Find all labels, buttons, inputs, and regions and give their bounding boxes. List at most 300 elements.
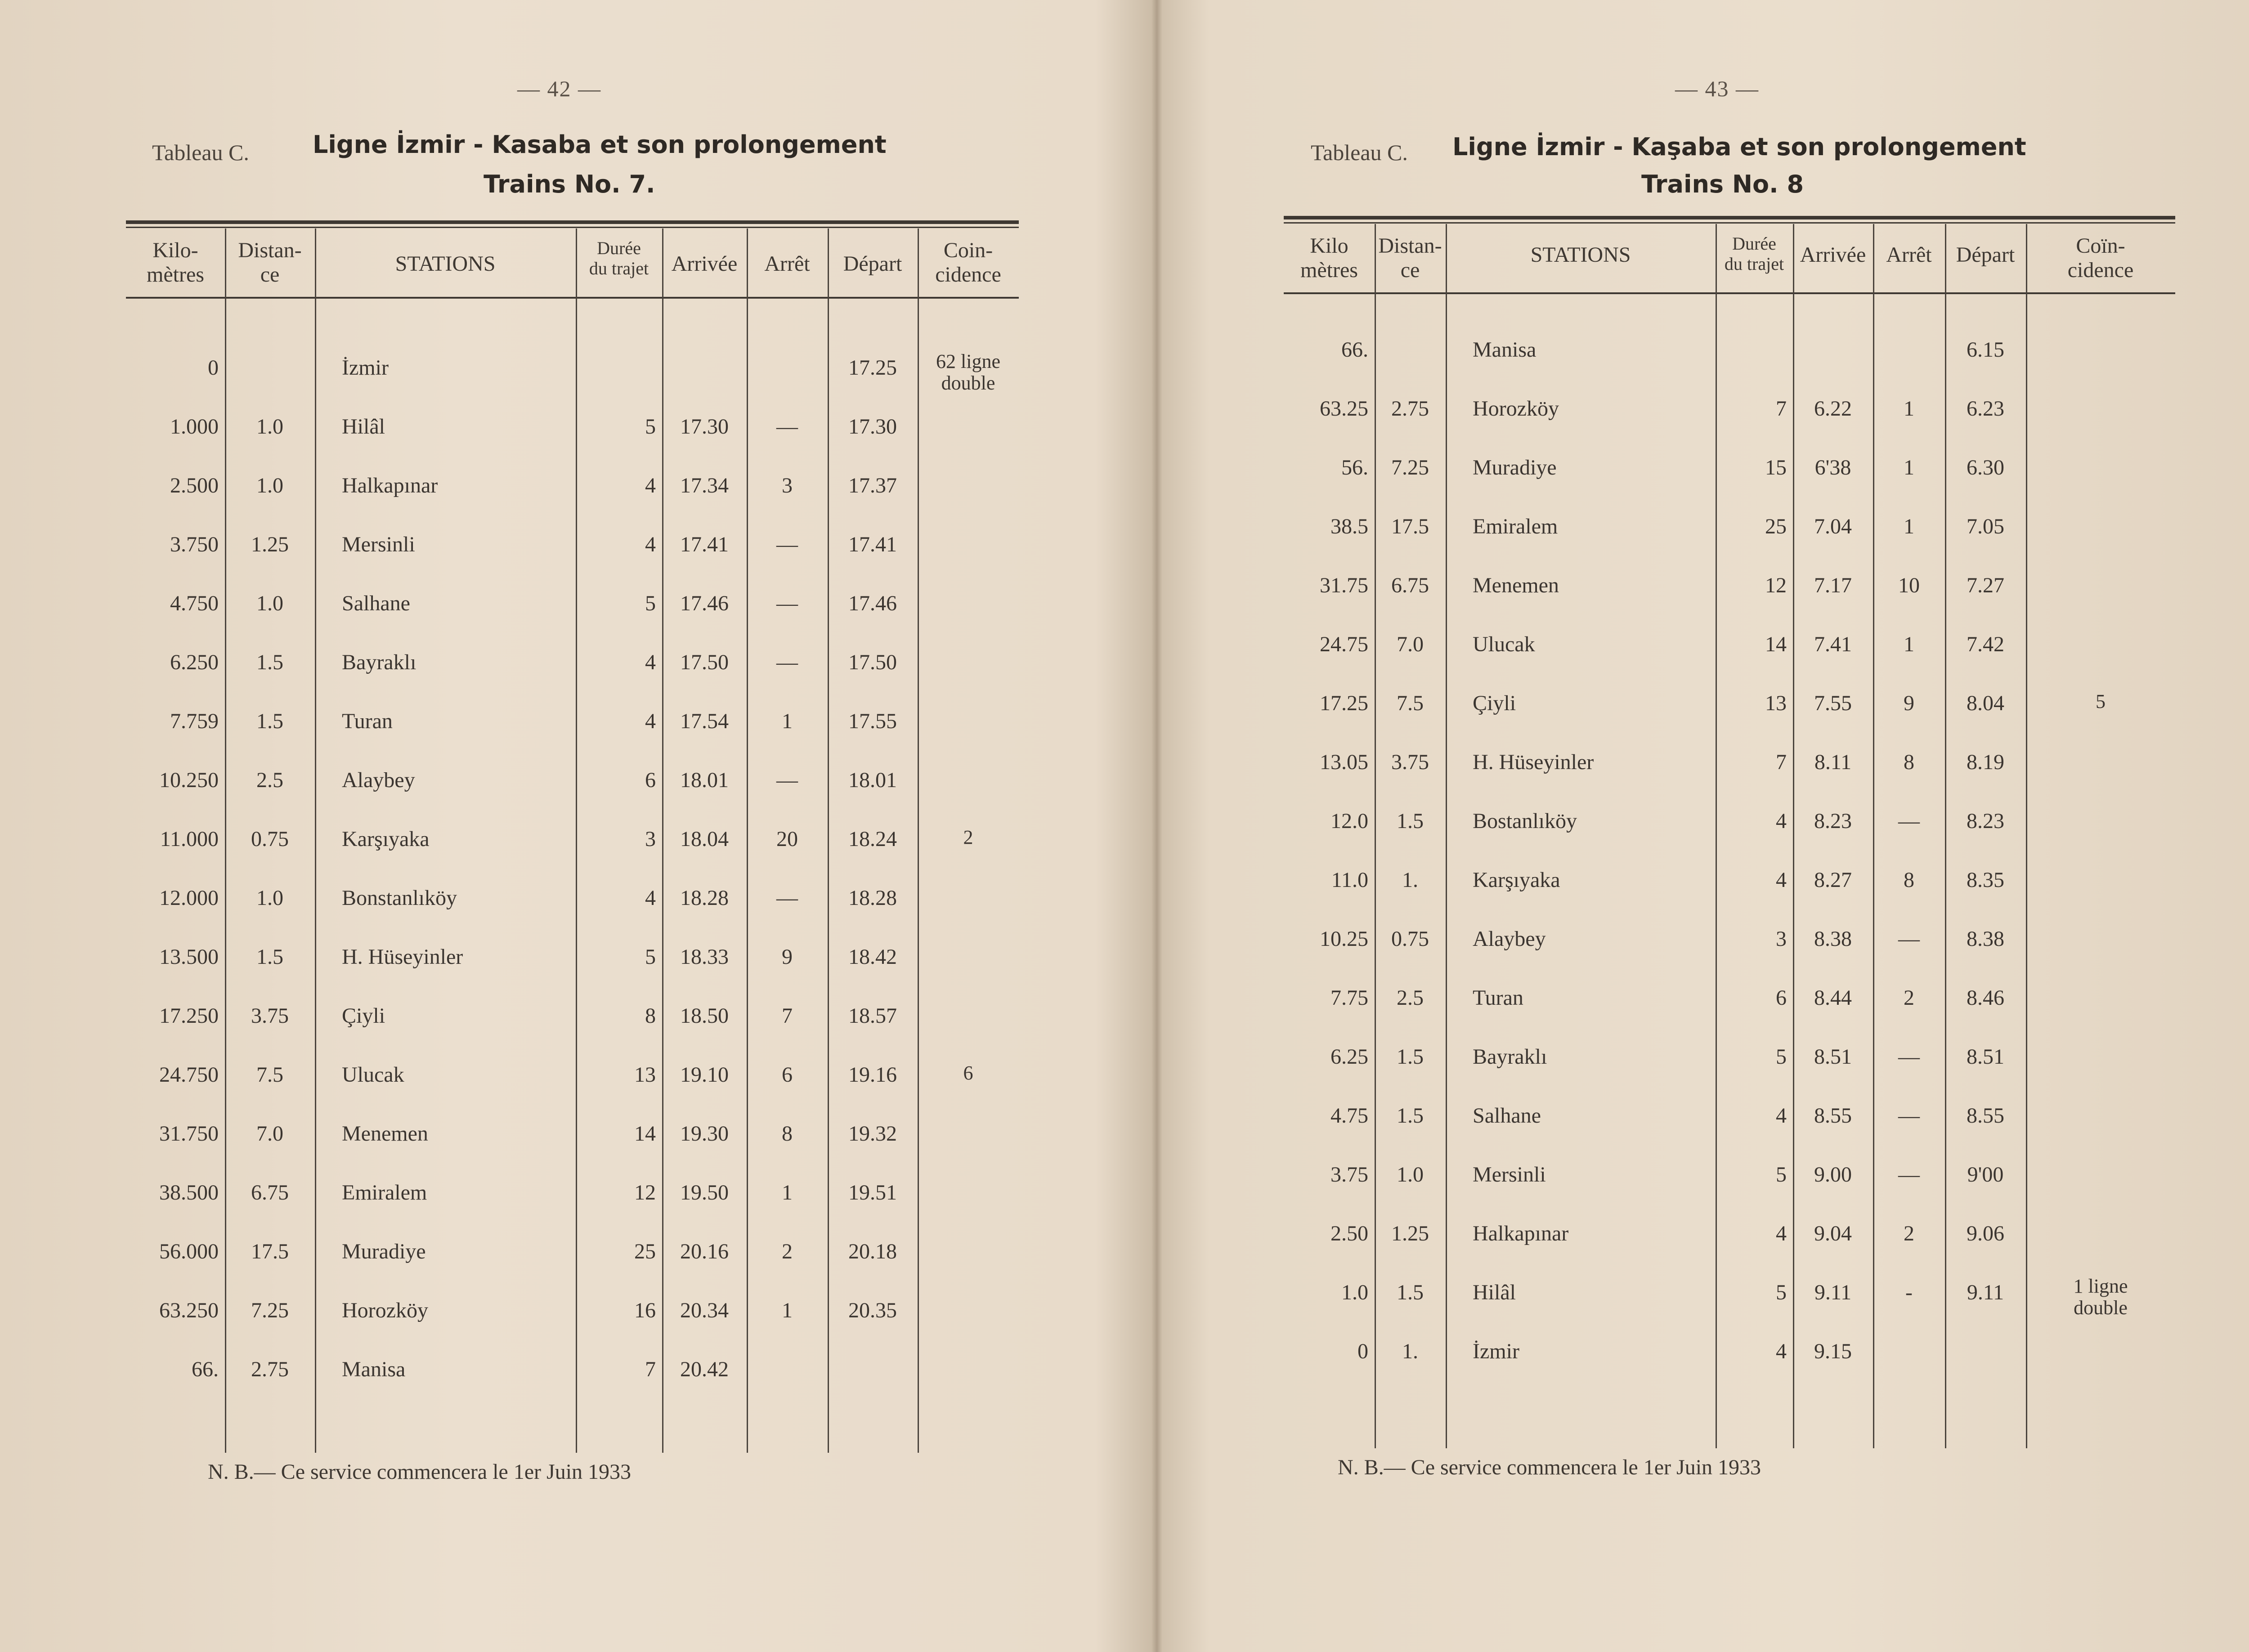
column-header-line: Coin- (943, 238, 993, 262)
departure-cell: 17.30 (848, 415, 897, 439)
km-cell: 31.75 (1320, 573, 1368, 597)
station-cell: H. Hüseyinler (342, 945, 463, 969)
stop-cell: 1 (782, 1298, 793, 1322)
duration-cell: 25 (1765, 515, 1787, 538)
distance-cell: 1.0 (256, 591, 283, 615)
station-cell: Manisa (342, 1357, 406, 1381)
station-cell: Mersinli (342, 533, 415, 556)
departure-cell: 8.38 (1967, 927, 2004, 951)
distance-cell: 6.75 (251, 1181, 289, 1204)
station-cell: Hilâl (342, 415, 385, 439)
column-header-line: Arrêt (764, 252, 810, 276)
station-cell: Çiyli (1473, 691, 1516, 715)
departure-cell: 8.55 (1967, 1104, 2004, 1128)
column-header-km (126, 238, 225, 287)
departure-cell: 9.06 (1967, 1222, 2004, 1245)
duration-cell: 5 (645, 945, 656, 969)
station-cell: Salhane (342, 591, 410, 615)
station-cell: Mersinli (1473, 1163, 1546, 1186)
arrival-cell: 7.04 (1814, 515, 1852, 538)
stop-cell: — (776, 533, 798, 556)
stop-cell: — (776, 650, 798, 674)
departure-cell: 17.50 (848, 650, 897, 674)
arrival-cell: 17.54 (680, 709, 729, 733)
page-number: — 43 — (1675, 76, 1759, 101)
arrival-cell: 17.50 (680, 650, 729, 674)
column-header-coin (2026, 234, 2175, 282)
arrival-cell: 19.30 (680, 1122, 729, 1146)
duration-cell: 4 (1776, 868, 1787, 892)
coincidence-cell: 62 ligne double (936, 350, 1000, 394)
table-title: Ligne İzmir - Kasaba et son prolongement (313, 130, 887, 159)
table-top-rule (1284, 216, 2175, 219)
departure-cell: 7.42 (1967, 632, 2004, 656)
duration-cell: 4 (1776, 1222, 1787, 1245)
arrival-cell: 6.22 (1814, 397, 1852, 421)
distance-cell: 1.5 (1397, 1280, 1424, 1304)
table-top-rule (126, 220, 1019, 224)
duration-cell: 13 (634, 1063, 656, 1087)
arrival-cell: 8.44 (1814, 986, 1852, 1010)
arrival-cell: 9.04 (1814, 1222, 1852, 1245)
km-cell: 66. (192, 1357, 219, 1381)
arrival-cell: 18.33 (680, 945, 729, 969)
km-cell: 3.750 (170, 533, 219, 556)
km-cell: 17.250 (159, 1004, 219, 1028)
station-cell: Manisa (1473, 338, 1537, 362)
header-rule (126, 297, 1019, 299)
column-header-line: ce (1400, 258, 1420, 282)
departure-cell: 8.19 (1967, 750, 2004, 774)
departure-cell: 17.46 (848, 591, 897, 615)
column-header-line: Arrivée (671, 252, 738, 276)
station-cell: İzmir (1473, 1339, 1519, 1363)
footnote: N. B.— Ce service commencera le 1er Juin 1933 (208, 1460, 632, 1484)
departure-cell: 19.32 (848, 1122, 897, 1146)
station-cell: Bayraklı (1473, 1045, 1547, 1069)
departure-cell: 17.41 (848, 533, 897, 556)
stop-cell: 9 (782, 945, 793, 969)
km-cell: 2.50 (1331, 1222, 1368, 1245)
distance-cell: 1. (1402, 868, 1418, 892)
station-cell: Menemen (1473, 573, 1559, 597)
arrival-cell: 8.27 (1814, 868, 1852, 892)
distance-cell: 1.25 (251, 533, 289, 556)
station-cell: Turan (342, 709, 393, 733)
table-subtitle: Trains No. 7. (484, 170, 655, 198)
column-header-line: Kilo (1310, 234, 1349, 258)
column-header-stations (1446, 243, 1716, 267)
column-header-line: Départ (1956, 243, 2015, 267)
stop-cell: 1 (1904, 632, 1914, 656)
departure-cell: 18.28 (848, 886, 897, 910)
distance-cell: 3.75 (1391, 750, 1429, 774)
table-title: Ligne İzmir - Kaşaba et son prolongement (1452, 133, 2026, 161)
arrival-cell: 20.16 (680, 1240, 729, 1263)
station-cell: H. Hüseyinler (1473, 750, 1594, 774)
arrival-cell: 7.17 (1814, 573, 1852, 597)
page-number: — 42 — (517, 76, 601, 101)
departure-cell: 18.42 (848, 945, 897, 969)
stop-cell: — (776, 768, 798, 792)
departure-cell: 8.35 (1967, 868, 2004, 892)
duration-cell: 3 (1776, 927, 1787, 951)
station-cell: Bostanlıköy (1473, 809, 1577, 833)
station-cell: Turan (1473, 986, 1523, 1010)
km-cell: 13.05 (1320, 750, 1368, 774)
stop-cell: — (1898, 1045, 1920, 1069)
km-cell: 24.75 (1320, 632, 1368, 656)
arrival-cell: 18.04 (680, 827, 729, 851)
timetable-train-7 (126, 220, 1019, 1453)
stop-cell: 8 (1904, 750, 1914, 774)
stop-cell: — (1898, 1163, 1920, 1186)
duration-cell: 15 (1765, 456, 1787, 479)
station-cell: Muradiye (1473, 456, 1557, 479)
km-cell: 10.250 (159, 768, 219, 792)
duration-cell: 14 (1765, 632, 1787, 656)
arrival-cell: 8.38 (1814, 927, 1852, 951)
duration-cell: 5 (1776, 1163, 1787, 1186)
km-cell: 1.000 (170, 415, 219, 439)
station-cell: Karşıyaka (1473, 868, 1560, 892)
km-cell: 56. (1341, 456, 1368, 479)
column-header-line: STATIONS (1530, 243, 1631, 267)
column-header-arrivee (1793, 243, 1873, 267)
km-cell: 17.25 (1320, 691, 1368, 715)
km-cell: 2.500 (170, 474, 219, 497)
distance-cell: 1.5 (256, 945, 283, 969)
station-cell: Bonstanlıköy (342, 886, 457, 910)
duration-cell: 4 (645, 886, 656, 910)
column-header-dist (225, 238, 315, 287)
duration-cell: 4 (645, 474, 656, 497)
km-cell: 11.000 (160, 827, 219, 851)
duration-cell: 5 (645, 415, 656, 439)
column-header-line: cidence (2067, 258, 2134, 282)
station-cell: Alaybey (342, 768, 415, 792)
departure-cell: 18.01 (848, 768, 897, 792)
duration-cell: 7 (1776, 750, 1787, 774)
km-cell: 4.75 (1331, 1104, 1368, 1128)
km-cell: 6.25 (1331, 1045, 1368, 1069)
distance-cell: 7.25 (1391, 456, 1429, 479)
arrival-cell: 9.00 (1814, 1163, 1852, 1186)
column-header-arret (747, 252, 828, 276)
station-cell: Muradiye (342, 1240, 426, 1263)
km-cell: 1.0 (1341, 1280, 1368, 1304)
arrival-cell: 8.55 (1814, 1104, 1852, 1128)
km-cell: 0 (1357, 1339, 1368, 1363)
arrival-cell: 20.42 (680, 1357, 729, 1381)
stop-cell: 2 (1904, 986, 1914, 1010)
km-cell: 7.759 (170, 709, 219, 733)
arrival-cell: 6'38 (1814, 456, 1851, 479)
table-label: Tableau C. (152, 140, 249, 165)
departure-cell: 6.30 (1967, 456, 2004, 479)
column-header-line: Coïn- (2076, 234, 2125, 258)
column-header-line: Kilo- (152, 238, 198, 262)
stop-cell: — (776, 886, 798, 910)
column-header-duree (1716, 234, 1793, 274)
column-header-arret (1873, 243, 1945, 267)
distance-cell: 7.25 (251, 1298, 289, 1322)
duration-cell: 5 (645, 591, 656, 615)
distance-cell: 1.5 (256, 650, 283, 674)
coincidence-cell: 5 (2096, 690, 2106, 712)
distance-cell: 1.5 (1397, 809, 1424, 833)
distance-cell: 1.25 (1391, 1222, 1429, 1245)
duration-cell: 4 (645, 650, 656, 674)
distance-cell: 1.5 (256, 709, 283, 733)
distance-cell: 1.0 (1397, 1163, 1424, 1186)
stop-cell: — (776, 415, 798, 439)
distance-cell: 1. (1402, 1339, 1418, 1363)
km-cell: 38.5 (1331, 515, 1368, 538)
km-cell: 63.250 (159, 1298, 219, 1322)
column-header-line: Arrivée (1800, 243, 1866, 267)
arrival-cell: 18.50 (680, 1004, 729, 1028)
departure-cell: 19.51 (848, 1181, 897, 1204)
departure-cell: 6.15 (1967, 338, 2004, 362)
stop-cell: 10 (1898, 573, 1920, 597)
distance-cell: 2.75 (1391, 397, 1429, 421)
distance-cell: 17.5 (251, 1240, 289, 1263)
distance-cell: 2.5 (1397, 986, 1424, 1010)
column-header-duree (576, 238, 662, 279)
stop-cell: 1 (1904, 456, 1914, 479)
distance-cell: 1.0 (256, 474, 283, 497)
station-cell: Karşıyaka (342, 827, 430, 851)
distance-cell: 1.5 (1397, 1104, 1424, 1128)
station-cell: Bayraklı (342, 650, 417, 674)
stop-cell: 3 (782, 474, 793, 497)
km-cell: 3.75 (1331, 1163, 1368, 1186)
column-header-line: Distan- (1378, 234, 1442, 258)
header-rule (1284, 292, 2175, 294)
stop-cell: — (1898, 1104, 1920, 1128)
duration-cell: 6 (645, 768, 656, 792)
column-header-line: mètres (147, 262, 204, 287)
km-cell: 0 (208, 356, 219, 380)
station-cell: Ulucak (342, 1063, 404, 1087)
coincidence-cell: 2 (963, 826, 973, 848)
duration-cell: 7 (645, 1357, 656, 1381)
footnote: N. B.— Ce service commencera le 1er Juin 1933 (1338, 1455, 1761, 1479)
column-header-line: Durée (597, 238, 641, 258)
km-cell: 38.500 (159, 1181, 219, 1204)
departure-cell: 17.37 (848, 474, 897, 497)
station-cell: Menemen (342, 1122, 428, 1146)
column-header-stations (315, 252, 576, 276)
column-header-line: du trajet (589, 258, 649, 278)
stop-cell: 8 (782, 1122, 793, 1146)
km-cell: 4.750 (170, 591, 219, 615)
distance-cell: 2.5 (256, 768, 283, 792)
distance-cell: 0.75 (251, 827, 289, 851)
column-header-depart (828, 252, 918, 276)
stop-cell: 2 (782, 1240, 793, 1263)
stop-cell: — (776, 591, 798, 615)
stop-cell: 1 (1904, 515, 1914, 538)
arrival-cell: 9.11 (1814, 1280, 1852, 1304)
km-cell: 7.75 (1331, 986, 1368, 1010)
km-cell: 13.500 (159, 945, 219, 969)
km-cell: 31.750 (159, 1122, 219, 1146)
departure-cell: 18.24 (848, 827, 897, 851)
duration-cell: 3 (645, 827, 656, 851)
arrival-cell: 17.46 (680, 591, 729, 615)
km-cell: 63.25 (1320, 397, 1368, 421)
column-header-depart (1945, 243, 2026, 267)
stop-cell: — (1898, 809, 1920, 833)
column-header-line: du trajet (1724, 253, 1784, 274)
duration-cell: 4 (1776, 1104, 1787, 1128)
arrival-cell: 9.15 (1814, 1339, 1852, 1363)
column-header-line: cidence (935, 262, 1001, 287)
station-cell: Alaybey (1473, 927, 1546, 951)
distance-cell: 0.75 (1391, 927, 1429, 951)
column-divider (315, 228, 316, 1453)
distance-cell: 6.75 (1391, 573, 1429, 597)
distance-cell: 2.75 (251, 1357, 289, 1381)
distance-cell: 7.0 (1397, 632, 1424, 656)
arrival-cell: 17.41 (680, 533, 729, 556)
departure-cell: 20.35 (848, 1298, 897, 1322)
duration-cell: 12 (634, 1181, 656, 1204)
duration-cell: 4 (1776, 809, 1787, 833)
stop-cell: 1 (782, 1181, 793, 1204)
departure-cell: 20.18 (848, 1240, 897, 1263)
departure-cell: 8.04 (1967, 691, 2004, 715)
station-cell: Ulucak (1473, 632, 1535, 656)
departure-cell: 18.57 (848, 1004, 897, 1028)
table-top-rule-thin (1284, 222, 2175, 224)
column-divider (1446, 224, 1447, 1448)
distance-cell: 1.0 (256, 415, 283, 439)
station-cell: Çiyli (342, 1004, 385, 1028)
duration-cell: 16 (634, 1298, 656, 1322)
stop-cell: 2 (1904, 1222, 1914, 1245)
km-cell: 66. (1341, 338, 1368, 362)
table-label: Tableau C. (1311, 140, 1408, 165)
distance-cell: 7.5 (256, 1063, 283, 1087)
km-cell: 24.750 (159, 1063, 219, 1087)
column-divider (2026, 224, 2027, 1448)
duration-cell: 5 (1776, 1045, 1787, 1069)
distance-cell: 7.0 (256, 1122, 283, 1146)
station-cell: Emiralem (1473, 515, 1558, 538)
column-header-line: Départ (843, 252, 902, 276)
arrival-cell: 19.10 (680, 1063, 729, 1087)
departure-cell: 9.11 (1967, 1280, 2004, 1304)
duration-cell: 4 (645, 709, 656, 733)
duration-cell: 8 (645, 1004, 656, 1028)
arrival-cell: 17.30 (680, 415, 729, 439)
departure-cell: 7.05 (1967, 515, 2004, 538)
departure-cell: 17.55 (848, 709, 897, 733)
stop-cell: 9 (1904, 691, 1914, 715)
arrival-cell: 8.11 (1814, 750, 1852, 774)
column-header-dist (1375, 234, 1446, 282)
stop-cell: 1 (1904, 397, 1914, 421)
station-cell: Horozköy (1473, 397, 1559, 421)
distance-cell: 1.5 (1397, 1045, 1424, 1069)
duration-cell: 4 (1776, 1339, 1787, 1363)
column-header-line: ce (260, 262, 280, 287)
distance-cell: 17.5 (1391, 515, 1429, 538)
station-cell: Halkapınar (342, 474, 438, 497)
arrival-cell: 8.23 (1814, 809, 1852, 833)
column-header-line: Arrêt (1886, 243, 1932, 267)
arrival-cell: 18.28 (680, 886, 729, 910)
departure-cell: 17.25 (848, 356, 897, 380)
column-header-line: mètres (1300, 258, 1358, 282)
stop-cell: - (1905, 1280, 1913, 1304)
duration-cell: 5 (1776, 1280, 1787, 1304)
arrival-cell: 8.51 (1814, 1045, 1852, 1069)
duration-cell: 6 (1776, 986, 1787, 1010)
departure-cell: 8.46 (1967, 986, 2004, 1010)
column-header-line: Distan- (238, 238, 302, 262)
coincidence-cell: 1 ligne double (2073, 1275, 2128, 1319)
timetable-train-8 (1284, 216, 2175, 1448)
station-cell: Salhane (1473, 1104, 1541, 1128)
departure-cell: 7.27 (1967, 573, 2004, 597)
km-cell: 6.250 (170, 650, 219, 674)
stop-cell: — (1898, 927, 1920, 951)
km-cell: 56.000 (159, 1240, 219, 1263)
station-cell: Halkapınar (1473, 1222, 1569, 1245)
duration-cell: 25 (634, 1240, 656, 1263)
stop-cell: 6 (782, 1063, 793, 1087)
stop-cell: 8 (1904, 868, 1914, 892)
stop-cell: 20 (776, 827, 798, 851)
station-cell: Hilâl (1473, 1280, 1516, 1304)
arrival-cell: 7.41 (1814, 632, 1852, 656)
arrival-cell: 17.34 (680, 474, 729, 497)
stop-cell: 7 (782, 1004, 793, 1028)
arrival-cell: 20.34 (680, 1298, 729, 1322)
book-gutter (1151, 0, 1162, 1652)
arrival-cell: 7.55 (1814, 691, 1852, 715)
arrival-cell: 18.01 (680, 768, 729, 792)
arrival-cell: 19.50 (680, 1181, 729, 1204)
distance-cell: 3.75 (251, 1004, 289, 1028)
page-43 (1162, 0, 2249, 1652)
station-cell: Horozköy (342, 1298, 428, 1322)
departure-cell: 19.16 (848, 1063, 897, 1087)
station-cell: İzmir (342, 356, 389, 380)
km-cell: 11.0 (1331, 868, 1368, 892)
duration-cell: 13 (1765, 691, 1787, 715)
km-cell: 12.000 (159, 886, 219, 910)
departure-cell: 6.23 (1967, 397, 2004, 421)
column-header-line: STATIONS (395, 252, 496, 276)
departure-cell: 8.23 (1967, 809, 2004, 833)
duration-cell: 7 (1776, 397, 1787, 421)
column-header-line: Durée (1732, 233, 1776, 254)
coincidence-cell: 6 (963, 1062, 973, 1084)
table-subtitle: Trains No. 8 (1641, 170, 1804, 198)
duration-cell: 4 (645, 533, 656, 556)
km-cell: 10.25 (1320, 927, 1368, 951)
distance-cell: 1.0 (256, 886, 283, 910)
stop-cell: 1 (782, 709, 793, 733)
column-header-coin (918, 238, 1019, 287)
column-header-km (1284, 234, 1375, 282)
distance-cell: 7.5 (1397, 691, 1424, 715)
